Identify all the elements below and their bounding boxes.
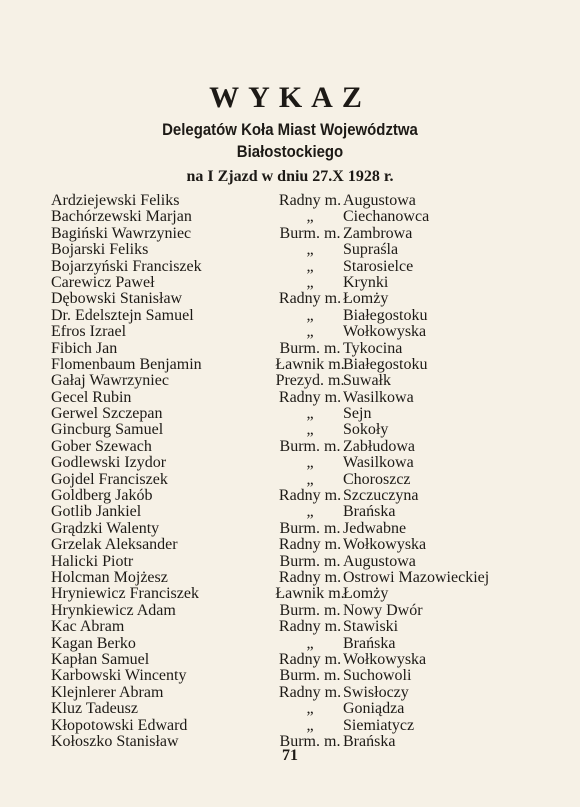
delegate-city: Wołkowyska bbox=[343, 323, 427, 341]
delegate-city: Zambrowa bbox=[343, 224, 413, 242]
delegate-row bbox=[51, 504, 551, 520]
delegate-city: Starosielce bbox=[343, 257, 414, 275]
delegate-name: Ardziejewski Feliks bbox=[51, 192, 180, 209]
delegate-city: Suwałk bbox=[343, 372, 391, 390]
delegate-name: Kapłan Samuel bbox=[51, 650, 150, 668]
delegate-city: Nowy Dwór bbox=[343, 601, 423, 619]
delegate-name: Gecel Rubin bbox=[51, 388, 132, 406]
delegate-row bbox=[51, 341, 551, 357]
delegate-function: „ bbox=[306, 454, 314, 472]
delegate-function: „ bbox=[306, 306, 314, 324]
delegate-name: Kłopotowski Edward bbox=[51, 716, 188, 734]
delegate-name: Flomenbaum Benjamin bbox=[51, 355, 202, 373]
delegate-city: Wołkowyska bbox=[343, 536, 427, 554]
delegate-name: Halicki Piotr bbox=[51, 552, 134, 570]
delegate-function: Radny m. bbox=[278, 568, 342, 586]
delegate-name: Karbowski Wincenty bbox=[51, 667, 187, 685]
delegate-row bbox=[51, 406, 551, 422]
delegate-city: Supraśla bbox=[343, 241, 399, 259]
delegate-function: „ bbox=[306, 503, 314, 521]
delegate-city: Łomży bbox=[343, 585, 389, 603]
delegate-row bbox=[51, 422, 551, 438]
document-title: WYKAZ bbox=[209, 81, 371, 114]
delegate-row bbox=[51, 193, 551, 209]
delegate-row bbox=[51, 209, 551, 225]
delegate-city: Ostrowi Mazowieckiej bbox=[343, 568, 490, 586]
delegate-city: Brańska bbox=[343, 503, 396, 521]
delegate-name: Gałaj Wawrzyniec bbox=[51, 372, 169, 390]
delegate-name: Goldberg Jakób bbox=[51, 487, 153, 505]
delegate-function: „ bbox=[306, 323, 314, 341]
document-subtitle-line-1: Delegatów Koła Miast Województwa bbox=[162, 120, 418, 139]
delegate-city: Wasilkowa bbox=[343, 388, 414, 406]
delegate-row bbox=[51, 603, 551, 619]
delegate-row bbox=[51, 586, 551, 602]
delegate-function: „ bbox=[306, 470, 314, 488]
delegate-name: Gojdel Franciszek bbox=[51, 470, 168, 488]
delegate-name: Hryniewicz Franciszek bbox=[51, 585, 199, 603]
delegate-city: Łomży bbox=[343, 290, 389, 308]
delegate-function: „ bbox=[306, 421, 314, 439]
delegate-row bbox=[51, 685, 551, 701]
delegate-function: „ bbox=[306, 634, 314, 652]
delegate-name: Kac Abram bbox=[51, 618, 125, 636]
delegate-city: Białegostoku bbox=[343, 355, 428, 373]
delegate-name: Bojarski Feliks bbox=[51, 241, 149, 259]
delegate-name: Hrynkiewicz Adam bbox=[51, 601, 176, 619]
delegate-name: Dr. Edelsztejn Samuel bbox=[51, 306, 194, 324]
delegate-row bbox=[51, 259, 551, 275]
delegate-city: Siemiatycz bbox=[343, 716, 415, 734]
delegate-row bbox=[51, 472, 551, 488]
delegate-row bbox=[51, 357, 551, 373]
delegate-function: Burm. m. bbox=[279, 601, 341, 619]
page-number: 71 bbox=[282, 747, 298, 764]
delegate-function: Radny m. bbox=[278, 683, 342, 701]
delegate-city: Sokoły bbox=[343, 421, 389, 439]
delegate-city: Augustowa bbox=[343, 192, 416, 209]
delegate-row bbox=[51, 668, 551, 684]
delegate-city: Augustowa bbox=[343, 552, 416, 570]
delegate-row bbox=[51, 439, 551, 455]
delegate-row bbox=[51, 554, 551, 570]
delegate-row bbox=[51, 488, 551, 504]
delegate-row bbox=[51, 701, 551, 717]
delegate-row bbox=[51, 570, 551, 586]
delegate-row bbox=[51, 226, 551, 242]
delegate-name: Carewicz Paweł bbox=[51, 273, 155, 291]
delegate-city: Wasilkowa bbox=[343, 454, 414, 472]
delegate-name: Bagiński Wawrzyniec bbox=[51, 224, 192, 242]
delegate-city: Brańska bbox=[343, 634, 396, 652]
delegate-function: „ bbox=[306, 273, 314, 291]
delegate-function: „ bbox=[306, 241, 314, 259]
delegate-name: Gotlib Jankiel bbox=[51, 503, 142, 521]
delegate-city: Krynki bbox=[343, 273, 389, 291]
delegate-row bbox=[51, 537, 551, 553]
delegate-row bbox=[51, 308, 551, 324]
delegate-function: Prezyd. m. bbox=[275, 372, 345, 390]
delegate-name: Kluz Tadeusz bbox=[51, 700, 138, 718]
delegate-row bbox=[51, 373, 551, 389]
delegate-name: Gerwel Szczepan bbox=[51, 405, 163, 423]
delegate-name: Holcman Mojżesz bbox=[51, 568, 168, 586]
delegate-row bbox=[51, 636, 551, 652]
delegate-function: „ bbox=[306, 716, 314, 734]
delegate-name: Gober Szewach bbox=[51, 437, 152, 455]
delegate-function: Radny m. bbox=[278, 536, 342, 554]
delegate-row bbox=[51, 718, 551, 734]
delegate-row bbox=[51, 652, 551, 668]
delegate-list bbox=[51, 193, 551, 750]
delegate-city: Brańska bbox=[343, 732, 396, 750]
delegate-city: Wołkowyska bbox=[343, 650, 427, 668]
delegate-name: Kagan Berko bbox=[51, 634, 136, 652]
delegate-city: Stawiski bbox=[343, 618, 399, 636]
delegate-function: „ bbox=[306, 405, 314, 423]
delegate-function: Burm. m. bbox=[279, 552, 341, 570]
delegate-function: Burm. m. bbox=[279, 732, 341, 750]
delegate-name: Bojarzyński Franciszek bbox=[51, 257, 202, 275]
delegate-city: Białegostoku bbox=[343, 306, 428, 324]
delegate-function: Ławnik m. bbox=[275, 585, 345, 603]
delegate-city: Szczuczyna bbox=[343, 487, 419, 505]
document-subtitle-line-2: Białostockiego bbox=[236, 142, 344, 161]
delegate-name: Efros Izrael bbox=[51, 323, 127, 341]
delegate-row bbox=[51, 324, 551, 340]
delegate-city: Jedwabne bbox=[343, 519, 407, 537]
delegate-row bbox=[51, 291, 551, 307]
delegate-function: Radny m. bbox=[278, 192, 342, 209]
delegate-function: Burm. m. bbox=[279, 339, 341, 357]
delegate-function: Ławnik m. bbox=[275, 355, 345, 373]
delegate-function: Burm. m. bbox=[279, 224, 341, 242]
congress-date-line: na I Zjazd w dniu 27.X 1928 r. bbox=[186, 168, 394, 185]
delegate-function: „ bbox=[306, 700, 314, 718]
delegate-city: Choroszcz bbox=[343, 470, 411, 488]
delegate-function: Burm. m. bbox=[279, 667, 341, 685]
delegate-row bbox=[51, 455, 551, 471]
delegate-row bbox=[51, 521, 551, 537]
delegate-name: Klejnlerer Abram bbox=[51, 683, 164, 701]
delegate-city: Zabłudowa bbox=[343, 437, 415, 455]
delegate-row bbox=[51, 242, 551, 258]
delegate-function: Radny m. bbox=[278, 487, 342, 505]
delegate-city: Suchowoli bbox=[343, 667, 412, 685]
delegate-function: Burm. m. bbox=[279, 437, 341, 455]
delegate-city: Ciechanowca bbox=[343, 208, 430, 226]
delegate-name: Fibich Jan bbox=[51, 339, 118, 357]
delegate-name: Dębowski Stanisław bbox=[51, 290, 183, 308]
delegate-function: Radny m. bbox=[278, 650, 342, 668]
delegate-function: Radny m. bbox=[278, 618, 342, 636]
delegate-row bbox=[51, 275, 551, 291]
delegate-name: Grzelak Aleksander bbox=[51, 536, 178, 554]
delegate-row bbox=[51, 390, 551, 406]
delegate-name: Bachórzewski Marjan bbox=[51, 208, 192, 226]
delegate-name: Gincburg Samuel bbox=[51, 421, 164, 439]
delegate-function: „ bbox=[306, 208, 314, 226]
delegate-function: Radny m. bbox=[278, 388, 342, 406]
delegate-name: Grądzki Walenty bbox=[51, 519, 160, 537]
delegate-city: Sejn bbox=[343, 405, 372, 423]
delegate-function: Radny m. bbox=[278, 290, 342, 308]
delegate-function: Burm. m. bbox=[279, 519, 341, 537]
delegate-city: Swisłoczy bbox=[343, 683, 409, 701]
delegate-name: Kołoszko Stanisław bbox=[51, 732, 179, 750]
delegate-city: Goniądza bbox=[343, 700, 405, 718]
delegate-row bbox=[51, 619, 551, 635]
delegate-city: Tykocina bbox=[343, 339, 403, 357]
delegate-name: Godlewski Izydor bbox=[51, 454, 167, 472]
delegate-function: „ bbox=[306, 257, 314, 275]
